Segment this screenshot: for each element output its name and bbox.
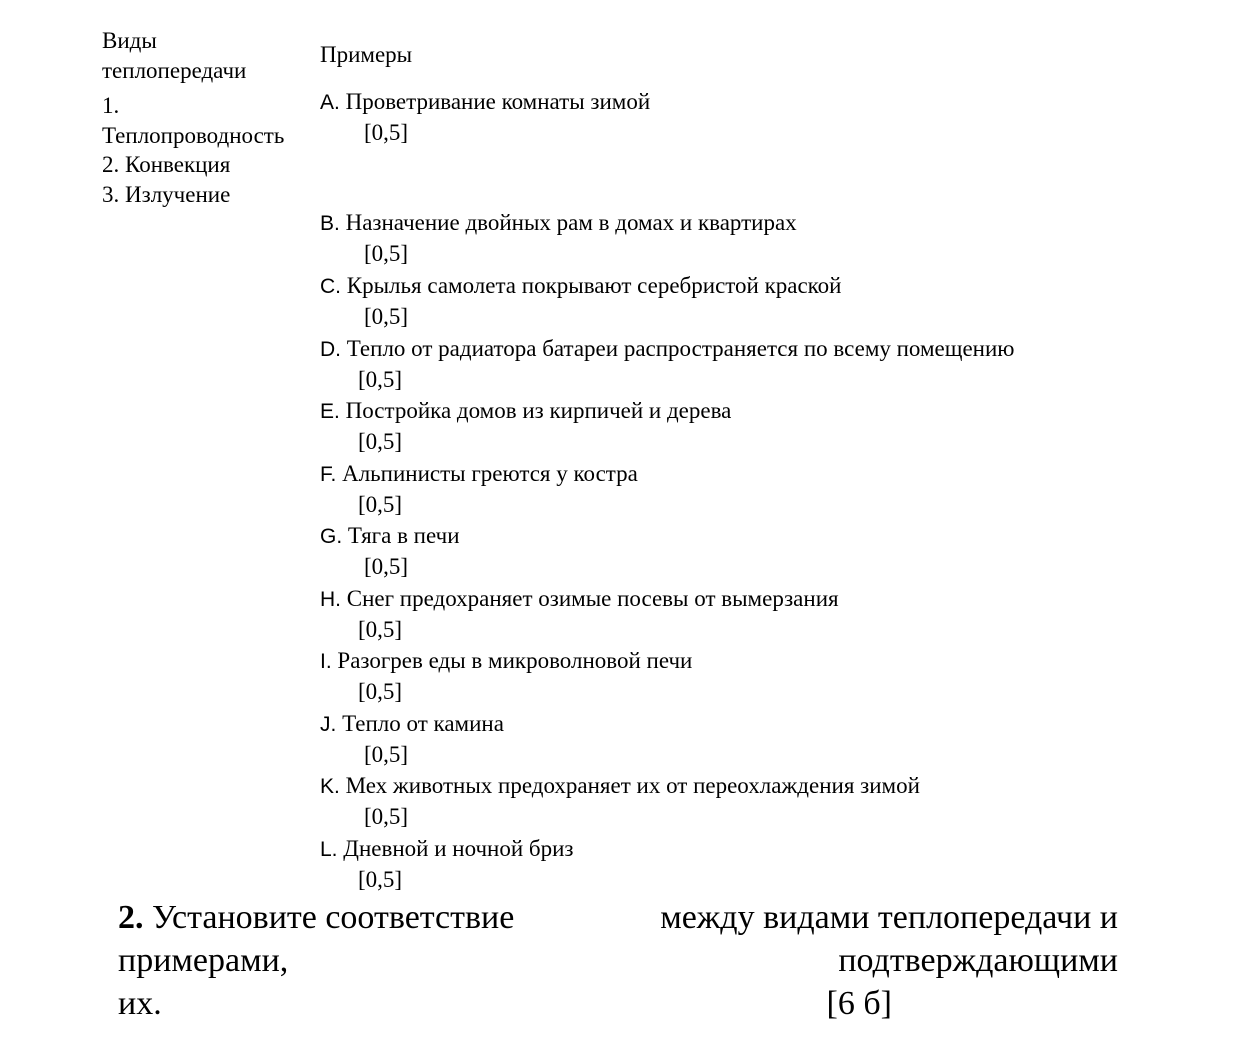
type-item: 2. Конвекция xyxy=(102,152,231,177)
example-letter: J. xyxy=(320,713,337,736)
example-score: [0,5] xyxy=(358,866,403,892)
example-score: [0,5] xyxy=(364,741,409,767)
example-text: Разогрев еды в микроволновой печи xyxy=(331,648,693,673)
example-score: [0,5] xyxy=(364,119,409,145)
example-text: Дневной и ночной бриз xyxy=(337,836,574,861)
example-score: [0,5] xyxy=(364,303,409,329)
example-text: Альпинисты греются у костра xyxy=(336,461,638,486)
example-text: Тяга в печи xyxy=(342,523,460,548)
example-text: Тепло от камина xyxy=(336,711,504,736)
example-item xyxy=(320,709,504,769)
example-letter: C. xyxy=(320,275,341,298)
types-header-line: Виды xyxy=(102,28,157,53)
examples-header: Примеры xyxy=(320,42,413,67)
example-score: [0,5] xyxy=(364,240,409,266)
example-text: Проветривание комнаты зимой xyxy=(339,89,651,114)
example-item xyxy=(320,271,842,331)
task-line xyxy=(118,939,1118,982)
example-item xyxy=(320,521,460,581)
example-score: [0,5] xyxy=(358,366,403,392)
example-score: [0,5] xyxy=(364,803,409,829)
example-letter: G. xyxy=(320,525,343,548)
task-line xyxy=(118,896,1118,939)
example-item xyxy=(320,834,574,894)
example-item xyxy=(320,208,797,268)
example-letter: E. xyxy=(320,400,340,423)
example-item xyxy=(320,646,692,706)
example-item xyxy=(320,87,650,147)
example-text: Тепло от радиатора батареи распространяется по всему помещению xyxy=(341,336,1015,361)
example-score: [0,5] xyxy=(358,678,403,704)
example-score: [0,5] xyxy=(358,428,403,454)
task-number: 2. xyxy=(118,899,144,936)
example-item xyxy=(320,334,1014,394)
example-item xyxy=(320,584,839,644)
example-item xyxy=(320,771,920,831)
example-text: Крылья самолета покрывают серебристой краской xyxy=(341,273,842,298)
type-item: 3. Излучение xyxy=(102,181,231,207)
task-points: [6 б] xyxy=(826,985,892,1022)
example-letter: B. xyxy=(320,212,340,235)
example-score: [0,5] xyxy=(358,616,403,642)
task-text: примерами, xyxy=(118,942,289,979)
example-letter: L. xyxy=(320,838,338,861)
types-header-line: теплопередачи xyxy=(102,57,247,83)
example-letter: K. xyxy=(320,775,340,798)
example-letter: F. xyxy=(320,463,337,486)
task-text: подтверждающими xyxy=(838,942,1118,979)
example-text: Снег предохраняет озимые посевы от вымерзания xyxy=(341,586,839,611)
type-item: Теплопроводность xyxy=(102,122,285,148)
example-text: Назначение двойных рам в домах и квартирах xyxy=(339,210,797,235)
types-header xyxy=(102,26,312,85)
example-text: Постройка домов из кирпичей и дерева xyxy=(339,398,732,423)
example-letter: I. xyxy=(320,650,332,673)
task-text: их. xyxy=(118,985,162,1022)
task-text: между видами теплопередачи и xyxy=(660,899,1118,936)
task-line xyxy=(118,982,1118,1025)
example-score: [0,5] xyxy=(358,491,403,517)
example-score: [0,5] xyxy=(364,553,409,579)
example-text: Мех животных предохраняет их от переохлаждения зимой xyxy=(339,773,920,798)
example-item xyxy=(320,459,638,519)
example-letter: D. xyxy=(320,338,341,361)
example-item xyxy=(320,396,731,456)
heat-transfer-types-column xyxy=(102,26,312,209)
example-letter: H. xyxy=(320,588,341,611)
type-item: 1. xyxy=(102,93,120,118)
example-letter: A. xyxy=(320,91,340,114)
task-statement xyxy=(118,896,1118,1025)
task-text: Установите соответствие xyxy=(152,899,515,936)
task-line-left xyxy=(118,896,514,939)
